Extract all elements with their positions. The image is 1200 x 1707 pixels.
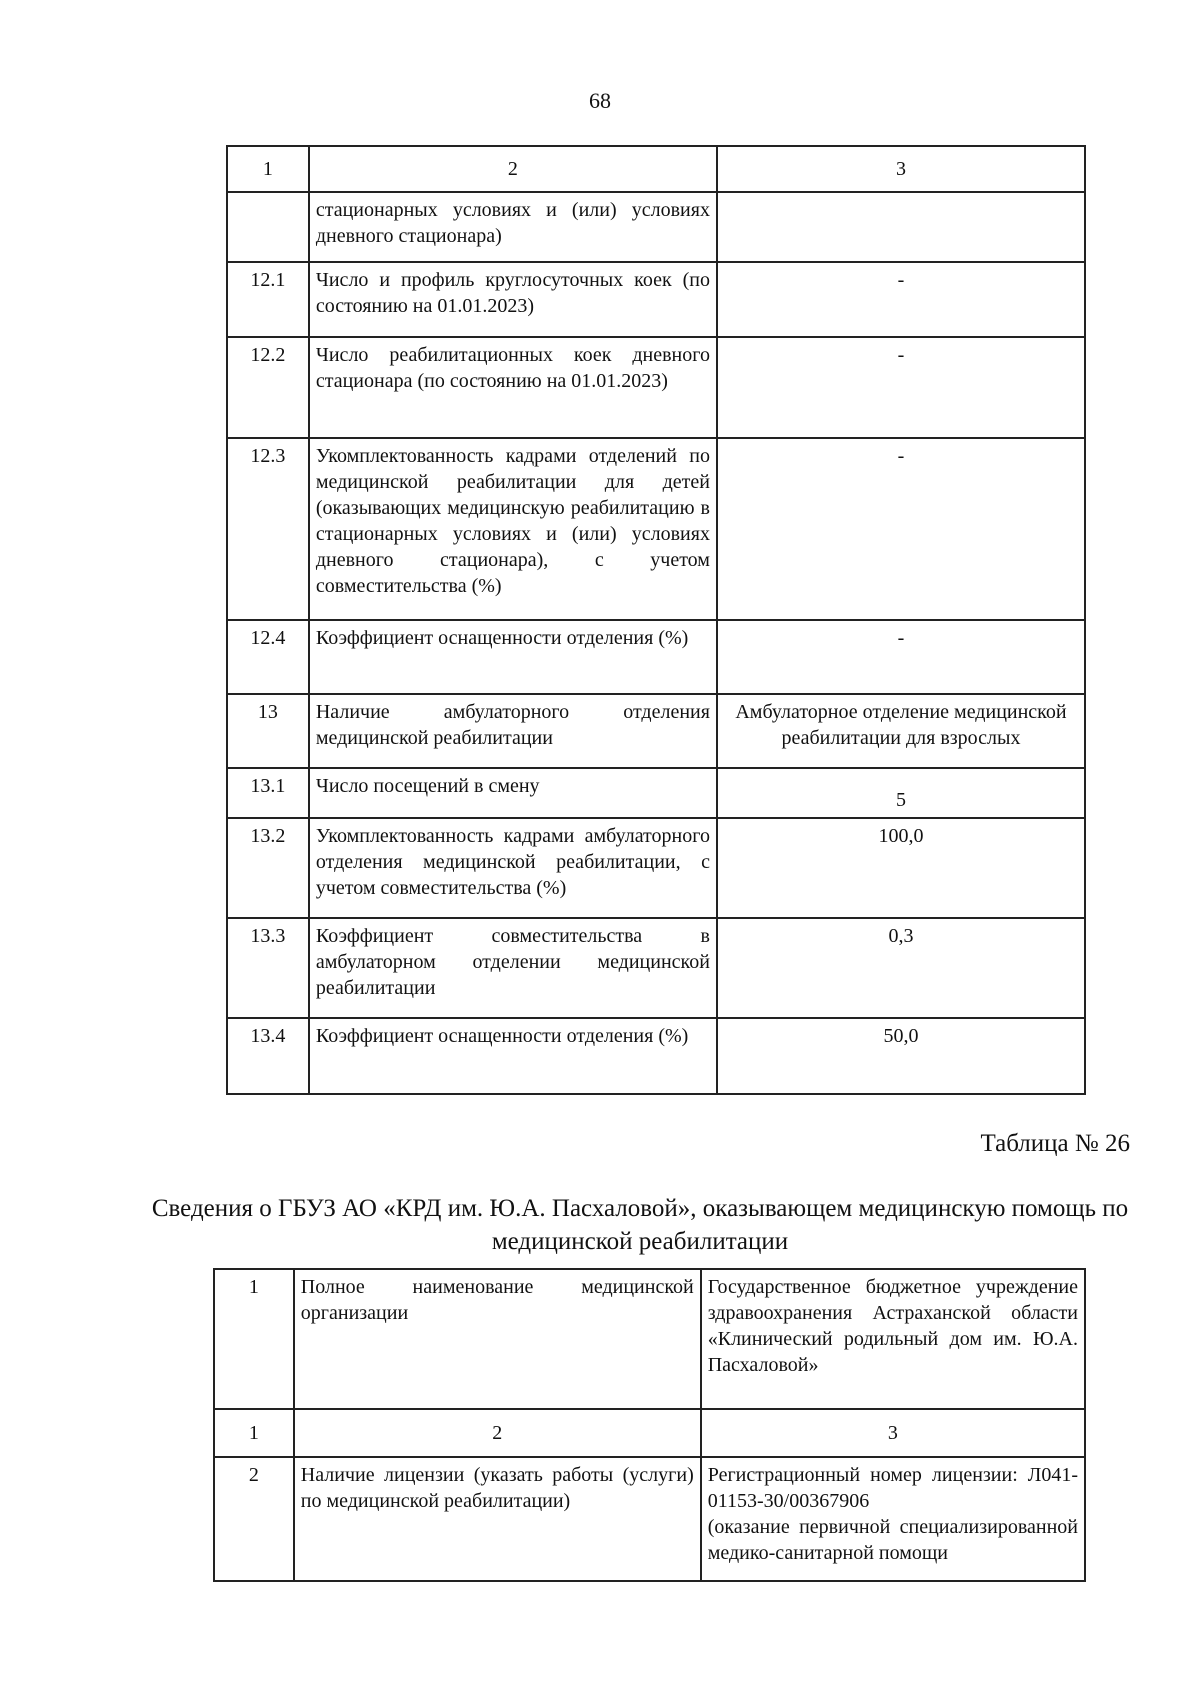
row-number: 13 (227, 694, 309, 768)
row-description: стационарных условиях и (или) условиях дневного стационара) (309, 192, 717, 262)
row-value: - (717, 262, 1085, 337)
table-label: Таблица № 26 (980, 1130, 1130, 1157)
row-description: Число и профиль круглосуточных коек (по состоянию на 01.01.2023) (309, 262, 717, 337)
column-header-1: 1 (214, 1409, 294, 1457)
row-number: 2 (214, 1457, 294, 1581)
row-description: Число посещений в смену (309, 768, 717, 818)
row-description: Коэффициент совместительства в амбулаторном отделении медицинской реабилитации (309, 918, 717, 1018)
row-number (227, 192, 309, 262)
row-value: Амбулаторное отделение медицинской реабилитации для взрослых (717, 694, 1085, 768)
table-row (227, 818, 1085, 918)
table-row (227, 337, 1085, 438)
indicators-table (226, 145, 1086, 1095)
row-value (701, 1457, 1085, 1581)
table-row (227, 438, 1085, 620)
row-description: Коэффициент оснащенности отделения (%) (309, 1018, 717, 1094)
row-number: 13.2 (227, 818, 309, 918)
row-value: 0,3 (717, 918, 1085, 1018)
row-value: Государственное бюджетное учреждение здравоохранения Астраханской области «Клинический родильный дом им. Ю.А. Пасхаловой» (701, 1269, 1085, 1409)
table-header-row (214, 1409, 1085, 1457)
row-value: 5 (717, 768, 1085, 818)
column-header-2: 2 (309, 146, 717, 192)
table-row (227, 918, 1085, 1018)
row-description: Число реабилитационных коек дневного стационара (по состоянию на 01.01.2023) (309, 337, 717, 438)
table-row (227, 620, 1085, 694)
table-row (227, 694, 1085, 768)
row-number: 12.2 (227, 337, 309, 438)
column-header-2: 2 (294, 1409, 701, 1457)
table-row (214, 1457, 1085, 1581)
row-value: - (717, 620, 1085, 694)
row-description: Наличие лицензии (указать работы (услуги) по медицинской реабилитации) (294, 1457, 701, 1581)
row-number: 12.3 (227, 438, 309, 620)
table-header-row (227, 146, 1085, 192)
table-row (227, 192, 1085, 262)
row-number: 13.3 (227, 918, 309, 1018)
row-value: - (717, 438, 1085, 620)
row-number: 12.1 (227, 262, 309, 337)
row-value (717, 192, 1085, 262)
row-value: 100,0 (717, 818, 1085, 918)
organization-info-table (213, 1268, 1086, 1582)
row-description: Наличие амбулаторного отделения медицинской реабилитации (309, 694, 717, 768)
table-row (227, 262, 1085, 337)
table-row (214, 1269, 1085, 1409)
table-row (227, 768, 1085, 818)
row-number: 1 (214, 1269, 294, 1409)
row-description: Укомплектованность кадрами отделений по медицинской реабилитации для детей (оказывающих медицинскую реабилитацию в стационарных условиях и (или) условиях дневного стационара), с учетом совместительства (%) (309, 438, 717, 620)
row-description: Укомплектованность кадрами амбулаторного отделения медицинской реабилитации, с учетом совместительства (%) (309, 818, 717, 918)
row-description: Полное наименование медицинской организации (294, 1269, 701, 1409)
row-description: Коэффициент оснащенности отделения (%) (309, 620, 717, 694)
license-services: (оказание первичной специализированной медико-санитарной помощи (707, 1516, 1078, 1564)
row-number: 13.1 (227, 768, 309, 818)
table-row (227, 1018, 1085, 1094)
row-value: 50,0 (717, 1018, 1085, 1094)
column-header-1: 1 (227, 146, 309, 192)
column-header-3: 3 (701, 1409, 1085, 1457)
row-number: 13.4 (227, 1018, 309, 1094)
license-number: Регистрационный номер лицензии: Л041-01153-30/00367906 (707, 1464, 1078, 1512)
row-value: - (717, 337, 1085, 438)
column-header-3: 3 (717, 146, 1085, 192)
row-number: 12.4 (227, 620, 309, 694)
page-number: 68 (589, 88, 611, 113)
section-title: Сведения о ГБУЗ АО «КРД им. Ю.А. Пасхаловой», оказывающем медицинскую помощь по медицинской реабилитации (151, 1195, 1129, 1255)
